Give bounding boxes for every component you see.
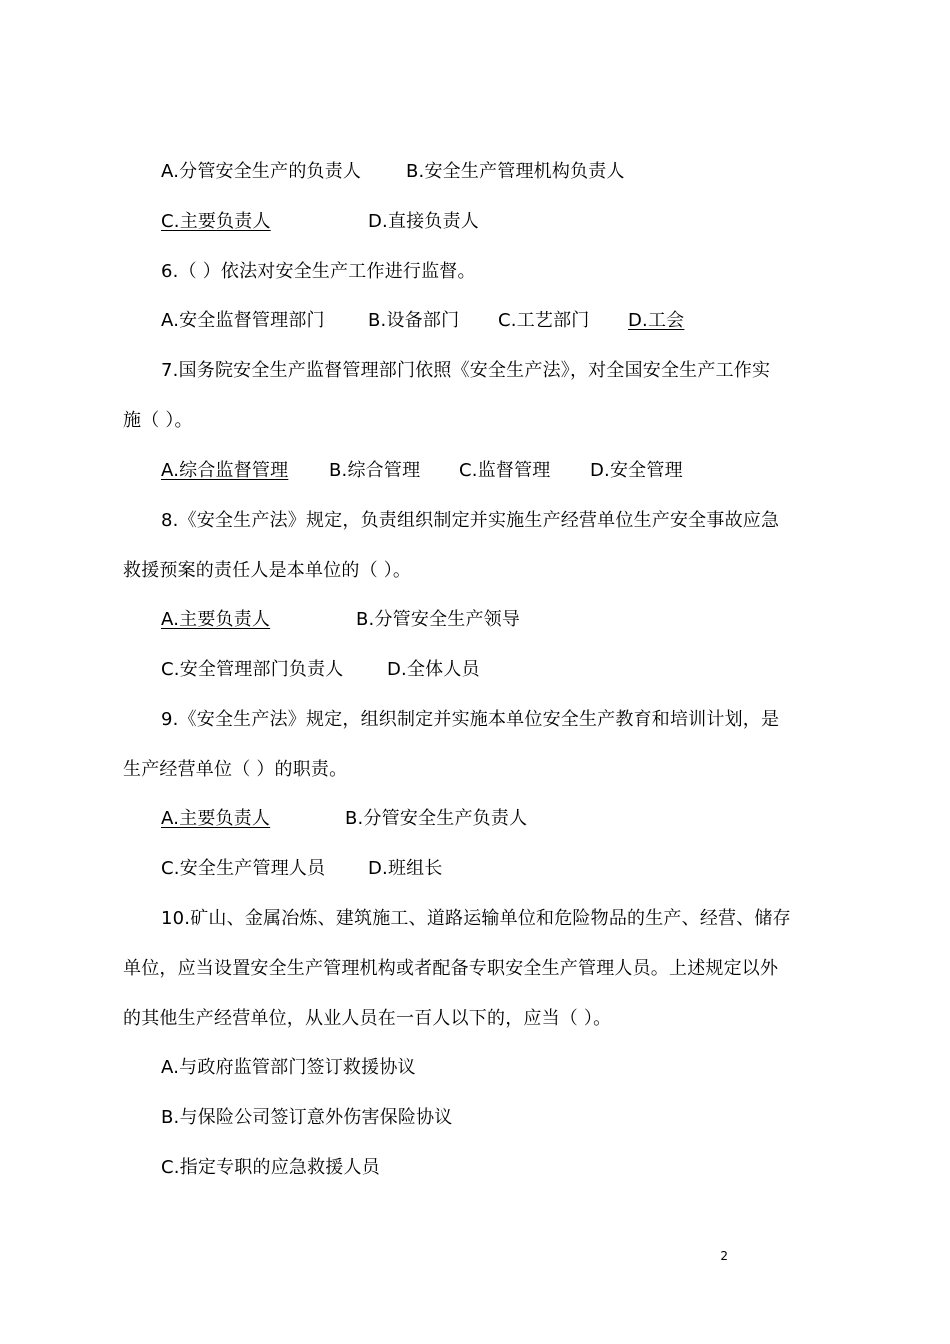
options-row	[161, 856, 861, 882]
option-a-answer: A.主要负责人	[161, 609, 271, 630]
options-row	[161, 458, 861, 484]
option-c: C.工艺部门	[498, 310, 590, 331]
option-b: B.综合管理	[329, 460, 421, 481]
option-a-answer: A.主要负责人	[161, 808, 271, 829]
question-9-cont: 生产经营单位（ ）的职责。	[123, 759, 348, 780]
option-b: B.分管安全生产领导	[356, 609, 521, 630]
options-row	[161, 607, 861, 633]
options-row	[161, 657, 861, 683]
option-b: B.与保险公司签订意外伤害保险协议	[161, 1107, 453, 1128]
option-d: D.安全管理	[590, 460, 683, 481]
option-c: C.安全生产管理人员	[161, 858, 326, 879]
option-b: B.安全生产管理机构负责人	[406, 161, 625, 182]
option-c-answer: C.主要负责人	[161, 211, 271, 232]
option-a: A.安全监督管理部门	[161, 310, 325, 331]
options-row	[161, 806, 861, 832]
question-8: 8.《安全生产法》规定，负责组织制定并实施生产经营单位生产安全事故应急	[161, 510, 780, 531]
question-10-cont: 的其他生产经营单位，从业人员在一百人以下的，应当（ ）。	[123, 1008, 612, 1029]
option-b: B.设备部门	[368, 310, 460, 331]
option-a: A.分管安全生产的负责人	[161, 161, 362, 182]
question-8-cont: 救援预案的责任人是本单位的（ ）。	[123, 560, 412, 581]
option-d-answer: D.工会	[628, 310, 685, 331]
question-7: 7.国务院安全生产监督管理部门依照《安全生产法》，对全国安全生产工作实	[161, 360, 771, 381]
option-b: B.分管安全生产负责人	[345, 808, 528, 829]
option-c: C.指定专职的应急救援人员	[161, 1157, 380, 1178]
question-6: 6.（ ）依法对安全生产工作进行监督。	[161, 261, 476, 282]
option-d: D.全体人员	[387, 659, 480, 680]
option-d: D.直接负责人	[368, 211, 479, 232]
question-9: 9.《安全生产法》规定，组织制定并实施本单位安全生产教育和培训计划，是	[161, 709, 780, 730]
option-c: C.安全管理部门负责人	[161, 659, 344, 680]
question-10-cont: 单位，应当设置安全生产管理机构或者配备专职安全生产管理人员。上述规定以外	[123, 958, 779, 979]
option-a-answer: A.综合监督管理	[161, 460, 289, 481]
options-row	[161, 308, 861, 334]
option-c: C.监督管理	[459, 460, 551, 481]
options-row	[161, 159, 861, 185]
option-a: A.与政府监管部门签订救援协议	[161, 1057, 416, 1078]
page-number: 2	[720, 1249, 728, 1263]
options-row	[161, 209, 861, 235]
option-d: D.班组长	[368, 858, 443, 879]
question-10: 10.矿山、金属冶炼、建筑施工、道路运输单位和危险物品的生产、经营、储存	[161, 908, 791, 929]
question-7-cont: 施（ ）。	[123, 410, 193, 431]
